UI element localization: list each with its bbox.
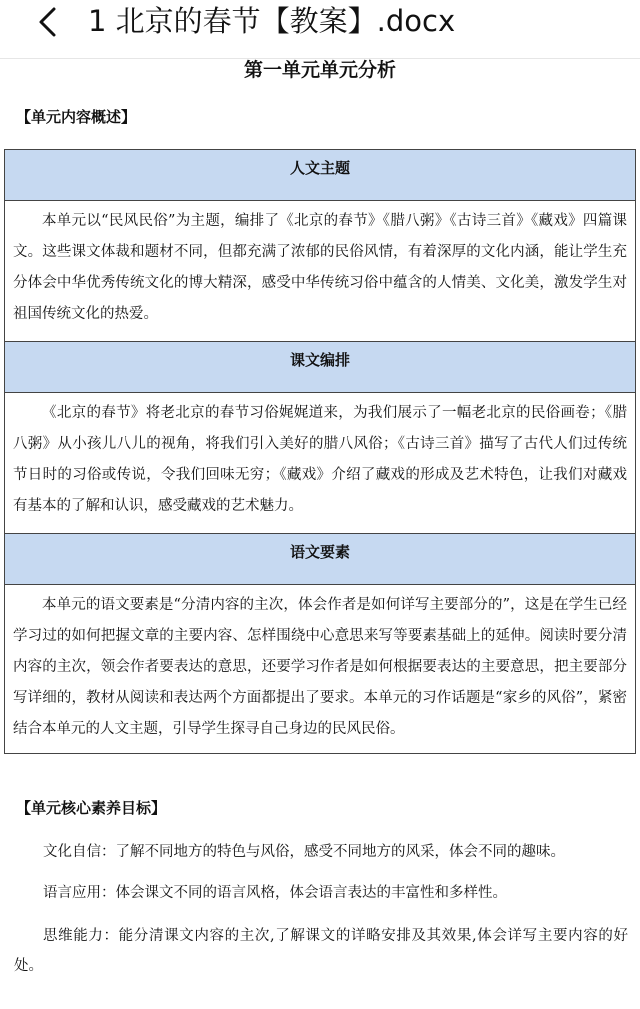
top-bar	[0, 0, 640, 44]
document-title: 1 北京的春节【教案】.docx	[88, 4, 456, 38]
goal-cultural-confidence: 文化自信：了解不同地方的特色与风俗，感受不同地方的风采，体会不同的趣味。	[43, 844, 565, 860]
section-label-goals: 【单元核心素养目标】	[16, 799, 167, 817]
table-cell-theme: 本单元以“民风民俗”为主题，编排了《北京的春节》《腊八粥》《古诗三首》《藏戏》四篇课文。这些课文体裁和题材不同，但都充满了浓郁的民俗风情，有着深厚的文化内涵，能让学生充分体会中华优秀传统文化的博大精深，感受中华传统习俗中蕴含的人情美、文化美，激发学生对祖国传统文化的热爱。	[5, 201, 635, 342]
table-header-elements: 语文要素	[5, 534, 635, 585]
section-label-overview: 【单元内容概述】	[16, 108, 137, 126]
table-cell-elements: 本单元的语文要素是“分清内容的主次，体会作者是如何详写主要部分的”，这是在学生已经学习过的如何把握文章的主要内容、怎样围绕中心意思来写等要素基础上的延伸。阅读时要分清内容的主次，领会作者要表达的意思，还要学习作者是如何根据要表达的主要意思，把主要部分写详细的，教材从阅读和表达两个方面都提出了要求。本单元的习作话题是“家乡的风俗”，紧密结合本单元的人文主题，引导学生探寻自己身边的民风民俗。	[13, 597, 627, 737]
unit-analysis-table	[4, 149, 636, 754]
table-cell-arrangement: 《北京的春节》将老北京的春节习俗娓娓道来，为我们展示了一幅老北京的民俗画卷；《腊八粥》从小孩儿八儿的视角，将我们引入美好的腊八风俗；《古诗三首》描写了古代人们过传统节日时的习俗或传说，令我们回味无穷；《藏戏》介绍了藏戏的形成及艺术特色，让我们对藏戏有基本的了解和认识，感受藏戏的艺术魅力。	[5, 393, 635, 534]
chevron-left-icon	[30, 4, 66, 40]
table-header-theme: 人文主题	[5, 150, 635, 201]
page-heading: 第一单元单元分析	[243, 59, 396, 81]
back-button[interactable]	[30, 4, 66, 40]
goal-language-use: 语言应用：体会课文不同的语言风格，体会语言表达的丰富性和多样性。	[43, 885, 507, 901]
goal-thinking-ability: 思维能力：能分清课文内容的主次,了解课文的详略安排及其效果,体会详写主要内容的好处。	[14, 928, 628, 974]
table-header-arrangement: 课文编排	[5, 342, 635, 393]
